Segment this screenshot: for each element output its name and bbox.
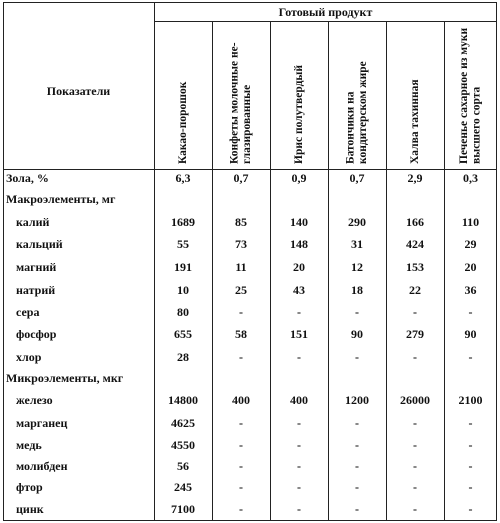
table-cell: 0,7 — [349, 171, 365, 185]
table-cell: 279 — [406, 327, 424, 341]
section-label: Зола, % — [6, 171, 49, 185]
table-cell: 166 — [406, 215, 424, 229]
table-cell: 36 — [464, 283, 477, 297]
table-cell: 4625 — [171, 416, 195, 430]
header-bottom-divider — [3, 169, 497, 170]
column-header: Батончики на кондитерском жире — [344, 61, 369, 164]
table-cell: - — [468, 416, 473, 430]
table-cell: - — [355, 438, 359, 452]
table-cell: - — [239, 480, 243, 494]
table-cell: - — [239, 438, 243, 452]
table-cell: 0,7 — [233, 171, 249, 185]
table-cell: 0,9 — [291, 171, 307, 185]
table-cell: 148 — [290, 237, 308, 251]
table-cell: - — [468, 459, 473, 473]
table-cell: - — [297, 350, 301, 364]
table-cell: 151 — [290, 327, 308, 341]
column-header: Какао-порошок — [176, 81, 189, 164]
group-header-divider — [154, 21, 497, 22]
table-cell: 29 — [464, 237, 477, 251]
table-cell: - — [239, 502, 243, 516]
table-cell: 400 — [232, 393, 250, 407]
table-cell: - — [468, 502, 473, 516]
table-cell: 85 — [235, 215, 247, 229]
table-cell: - — [468, 305, 473, 319]
table-cell: 140 — [290, 215, 308, 229]
table-cell: 7100 — [171, 502, 195, 516]
table-cell: - — [413, 459, 417, 473]
table-cell: - — [297, 305, 301, 319]
table-cell: 400 — [290, 393, 308, 407]
section-label: Микроэлементы, мкг — [6, 371, 124, 385]
table-cell: 4550 — [171, 438, 195, 452]
table-cell: - — [413, 416, 417, 430]
table-cell: 191 — [174, 260, 192, 274]
table-cell: 90 — [351, 327, 363, 341]
table-cell: - — [297, 480, 301, 494]
table-cell: 26000 — [400, 393, 430, 407]
table-cell: 43 — [293, 283, 305, 297]
table-cell: - — [413, 480, 417, 494]
row-label: фтор — [16, 480, 43, 494]
table-cell: 28 — [177, 350, 189, 364]
table-cell: 20 — [293, 260, 305, 274]
table-cell: - — [355, 480, 359, 494]
table-cell: - — [355, 459, 359, 473]
table-cell: - — [297, 438, 301, 452]
table-cell: - — [413, 502, 417, 516]
column-header: Халва тахинная — [408, 79, 421, 164]
table-cell: 10 — [177, 283, 189, 297]
column-header: Конфеты молочные не-глазированные — [228, 42, 253, 164]
table-cell: 56 — [177, 459, 189, 473]
group-header: Готовый продукт — [278, 5, 373, 19]
column-header: Ирис полутвердый — [292, 64, 305, 164]
table-cell: 2,9 — [407, 171, 423, 185]
table-cell: 73 — [235, 237, 247, 251]
table-cell: 1200 — [345, 393, 369, 407]
table-cell: - — [355, 305, 359, 319]
table-cell: - — [468, 438, 473, 452]
table-cell: 90 — [464, 327, 477, 341]
table-cell: 20 — [464, 260, 477, 274]
table-cell: 25 — [235, 283, 247, 297]
row-label: натрий — [16, 283, 56, 297]
table-cell: 11 — [235, 260, 247, 274]
table-cell: 31 — [351, 237, 363, 251]
column-header: Печенье сахарное из муки высшего сорта — [458, 27, 483, 164]
table-cell: 245 — [174, 480, 192, 494]
row-label: сера — [16, 305, 40, 319]
row-label: фосфор — [16, 327, 57, 341]
table-cell: - — [239, 416, 243, 430]
table-cell: 2100 — [458, 393, 483, 407]
table-cell: 80 — [177, 305, 189, 319]
table-cell: 153 — [406, 260, 424, 274]
table-cell: - — [413, 305, 417, 319]
nutrition-table — [3, 2, 497, 521]
table-cell: - — [297, 416, 301, 430]
table-cell: 18 — [351, 283, 363, 297]
section-label: Макроэлементы, мг — [6, 192, 116, 206]
table-border-top — [3, 2, 497, 3]
table-border-left — [3, 2, 4, 521]
row-label: цинк — [16, 502, 44, 516]
table-cell: - — [239, 350, 243, 364]
row-label: калий — [16, 215, 50, 229]
row-label: марганец — [16, 416, 68, 430]
row-label: кальций — [16, 237, 63, 251]
table-cell: 55 — [177, 237, 189, 251]
table-cell: - — [355, 350, 359, 364]
row-header: Показатели — [46, 84, 111, 98]
table-cell: 290 — [348, 215, 366, 229]
row-label: молибден — [16, 459, 68, 473]
table-cell: 58 — [235, 327, 247, 341]
table-cell: 6,3 — [175, 171, 191, 185]
table-cell: - — [239, 305, 243, 319]
table-cell: - — [355, 416, 359, 430]
table-cell: - — [355, 502, 359, 516]
row-label: магний — [16, 260, 57, 274]
table-cell: 1689 — [171, 215, 195, 229]
table-border-bottom — [3, 520, 497, 521]
row-label: железо — [16, 393, 53, 407]
table-cell: 655 — [174, 327, 192, 341]
table-cell: - — [468, 480, 473, 494]
table-cell: 14800 — [168, 393, 198, 407]
table-cell: - — [297, 459, 301, 473]
table-cell: 110 — [461, 215, 480, 229]
table-cell: 0,3 — [463, 171, 478, 185]
table-cell: - — [297, 502, 301, 516]
table-cell: - — [239, 459, 243, 473]
table-cell: 12 — [351, 260, 363, 274]
row-label: хлор — [16, 350, 42, 364]
row-label: медь — [16, 438, 42, 452]
table-cell: 22 — [409, 283, 421, 297]
table-cell: - — [413, 438, 417, 452]
table-cell: 424 — [406, 237, 424, 251]
table-cell: - — [468, 350, 473, 364]
table-cell: - — [413, 350, 417, 364]
